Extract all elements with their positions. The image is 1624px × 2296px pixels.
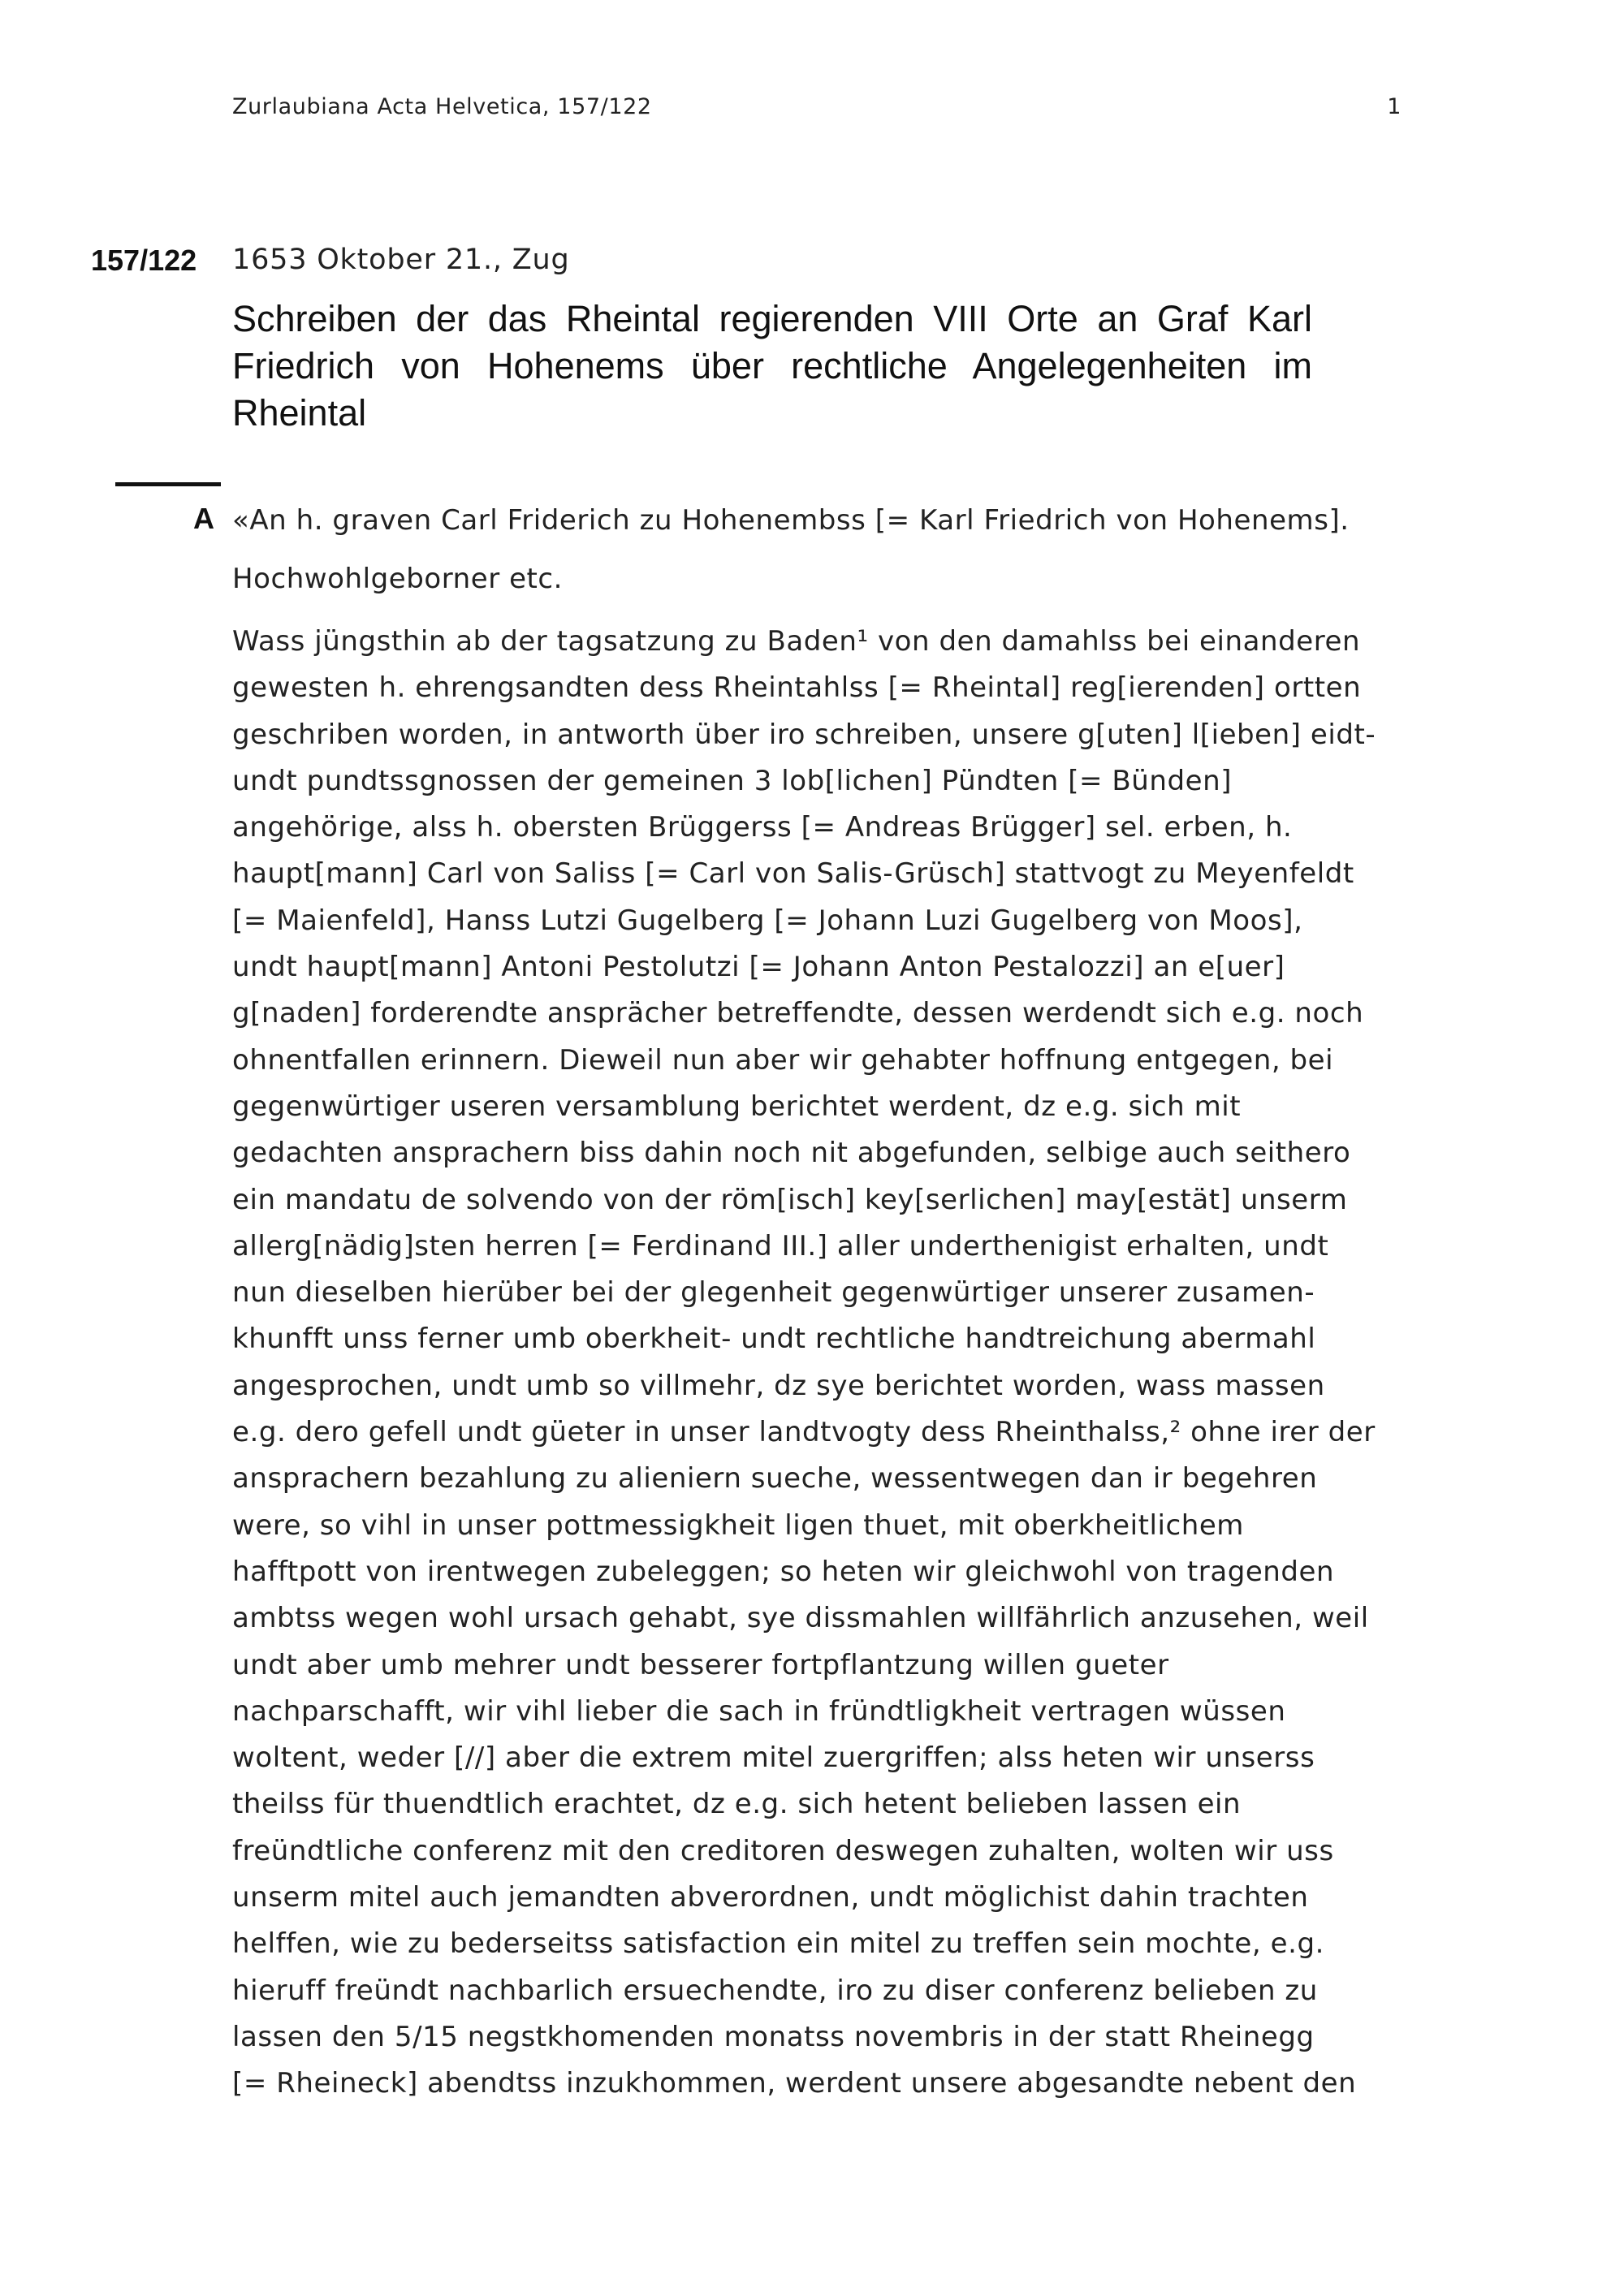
text-line: ohnentfallen erinnern. Dieweil nun aber wir gehabter hoffnung entgegen, bei bbox=[232, 1043, 1334, 1077]
text-line: geschriben worden, in antworth über iro schreiben, unsere g[uten] l[ieben] eidt- bbox=[232, 718, 1376, 751]
text-line: e.g. dero gefell undt güeter in unser landtvogty dess Rheinthalss,² ohne irer der bbox=[232, 1416, 1376, 1449]
text-line: unserm mitel auch jemandten abverordnen, undt möglichist dahin trachten bbox=[232, 1881, 1309, 1914]
text-line: gegenwürtiger useren versamblung berichtet werdent, dz e.g. sich mit bbox=[232, 1090, 1242, 1123]
body-paragraph bbox=[232, 619, 1418, 2108]
address-line: «An h. graven Carl Friderich zu Hohenembss [= Karl Friedrich von Hohenems]. bbox=[232, 504, 1350, 537]
text-line: gewesten h. ehrengsandten dess Rheintahlss [= Rheintal] reg[ierenden] ortten bbox=[232, 671, 1362, 705]
text-line: [= Maienfeld], Hanss Lutzi Gugelberg [= Johann Luzi Gugelberg von Moos], bbox=[232, 904, 1303, 937]
text-line: helffen, wie zu bederseitss satisfaction ein mitel zu treffen sein mochte, e.g. bbox=[232, 1927, 1324, 1961]
text-line: undt haupt[mann] Antoni Pestolutzi [= Johann Anton Pestalozzi] an e[uer] bbox=[232, 951, 1285, 984]
text-line: undt aber umb mehrer undt besserer fortpflantzung willen gueter bbox=[232, 1648, 1169, 1681]
page-number: 1 bbox=[1387, 94, 1402, 119]
text-line: ein mandatu de solvendo von der röm[isch] key[serlichen] may[estät] unserm bbox=[232, 1183, 1348, 1216]
text-line: nun dieselben hierüber bei der glegenheit gegenwürtiger unserer zusamen- bbox=[232, 1276, 1315, 1310]
text-line: angesprochen, undt umb so villmehr, dz sye berichtet worden, wass massen bbox=[232, 1369, 1325, 1402]
text-line: freündtliche conferenz mit den creditoren deswegen zuhalten, wolten wir uss bbox=[232, 1834, 1334, 1867]
text-line: ansprachern bezahlung zu alieniern sueche, wessentwegen dan ir begehren bbox=[232, 1462, 1318, 1495]
document-body bbox=[232, 497, 1418, 2108]
text-line: lassen den 5/15 negstkhomenden monatss novembris in der statt Rheinegg bbox=[232, 2020, 1315, 2053]
document-title: Schreiben der das Rheintal regierenden VIII Orte an Graf Karl Friedrich von Hohenems über rechtliche Angelegenheiten im Rheintal bbox=[232, 298, 1312, 434]
text-line: khunfft unss ferner umb oberkheit- undt rechtliche handtreichung abermahl bbox=[232, 1323, 1316, 1356]
running-title: Zurlaubiana Acta Helvetica, 157/122 bbox=[232, 94, 652, 119]
text-line: Wass jüngsthin ab der tagsatzung zu Baden¹ von den damahlss bei einanderen bbox=[232, 625, 1361, 658]
text-line: gedachten ansprachern biss dahin noch nit abgefunden, selbige auch seithero bbox=[232, 1137, 1351, 1170]
text-line: allerg[nädig]sten herren [= Ferdinand III.] aller underthenigist erhalten, undt bbox=[232, 1229, 1329, 1262]
text-line: haupt[mann] Carl von Saliss [= Carl von Salis-Grüsch] stattvogt zu Meyenfeldt bbox=[232, 857, 1354, 891]
text-line: nachparschafft, wir vihl lieber die sach in fründtligkheit vertragen wüssen bbox=[232, 1694, 1286, 1728]
text-line: hieruff freündt nachbarlich ersuechendte, iro zu diser conferenz belieben zu bbox=[232, 1974, 1318, 2007]
section-divider bbox=[115, 482, 221, 486]
text-line: woltent, weder [//] aber die extrem mitel zuergriffen; alss heten wir unserss bbox=[232, 1741, 1315, 1775]
running-header bbox=[232, 94, 1402, 127]
text-line: g[naden] forderendte ansprächer betreffendte, dessen werdendt sich e.g. noch bbox=[232, 997, 1364, 1030]
document-date-place: 1653 Oktober 21., Zug bbox=[232, 244, 570, 276]
section-letter: A bbox=[193, 502, 214, 535]
text-line: theilss für thuendtlich erachtet, dz e.g. sich hetent belieben lassen ein bbox=[232, 1788, 1242, 1821]
text-line: were, so vihl in unser pottmessigkheit ligen thuet, mit oberkheitlichem bbox=[232, 1508, 1244, 1542]
text-line: ambtss wegen wohl ursach gehabt, sye dissmahlen willfährlich anzusehen, weil bbox=[232, 1602, 1369, 1635]
text-line: hafftpott von irentwegen zubeleggen; so heten wir gleichwohl von tragenden bbox=[232, 1555, 1335, 1588]
salutation-line: Hochwohlgeborner etc. bbox=[232, 563, 564, 595]
text-line: [= Rheineck] abendtss inzukhommen, werdent unsere abgesandte nebent den bbox=[232, 2067, 1357, 2100]
text-line: undt pundtssgnossen der gemeinen 3 lob[lichen] Pündten [= Bünden] bbox=[232, 764, 1233, 797]
text-line: angehörige, alss h. obersten Brüggerss [= Andreas Brügger] sel. erben, h. bbox=[232, 811, 1293, 844]
document-number: 157/122 bbox=[91, 244, 197, 277]
